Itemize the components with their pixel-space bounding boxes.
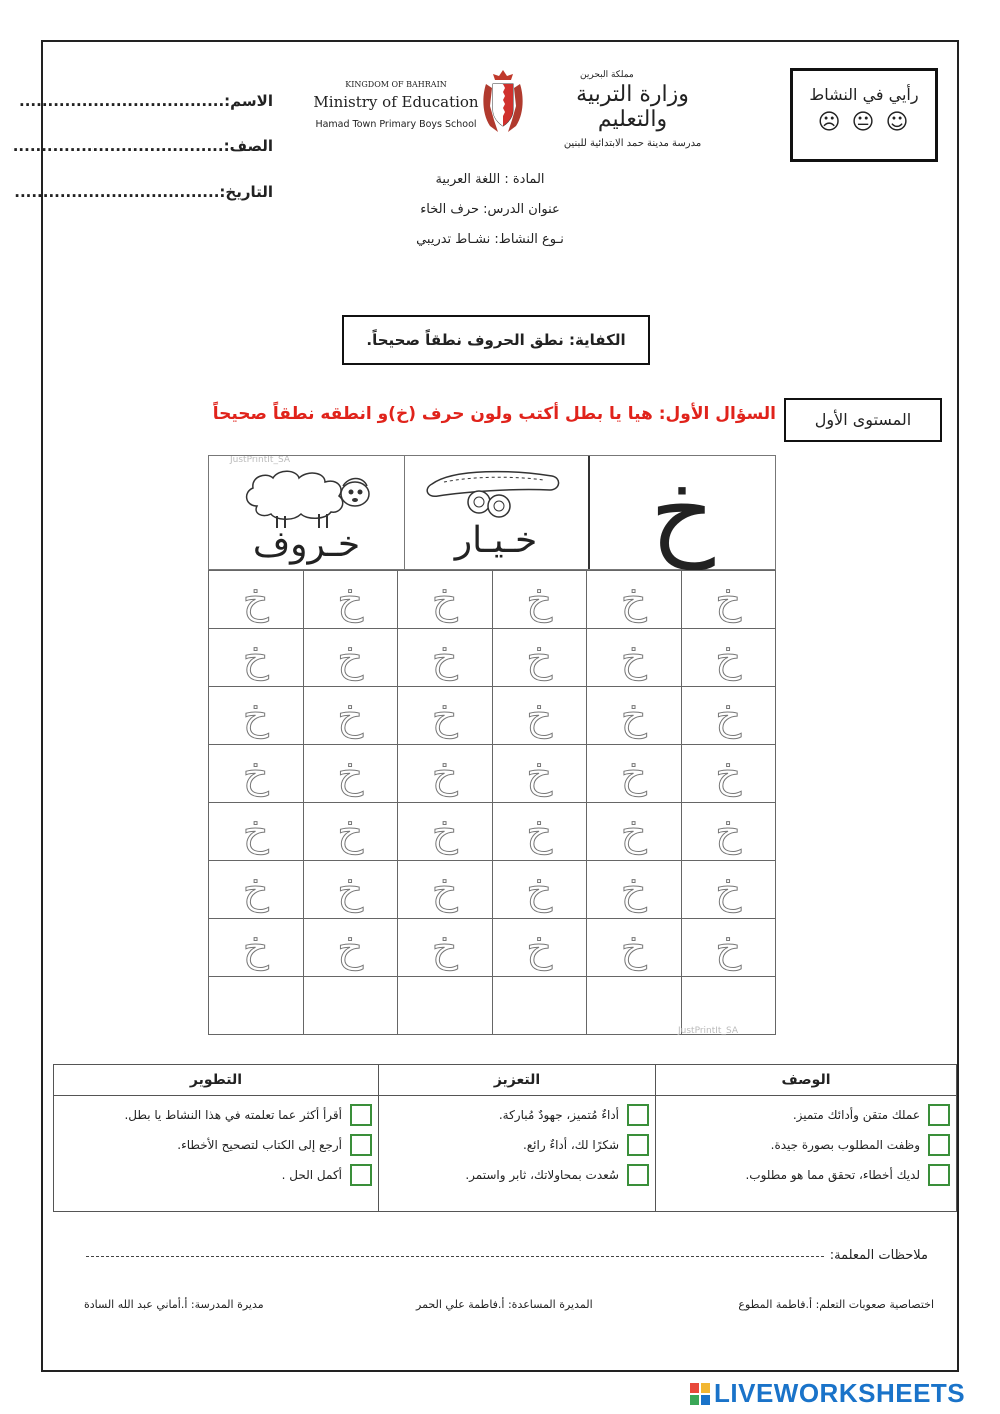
trace-letter: خ [431, 808, 458, 855]
picture-row [208, 455, 776, 570]
lesson-line: عنوان الدرس: حرف الخاء [420, 202, 560, 217]
reinforcement-item-2 [385, 1130, 649, 1160]
reinforcement-item-1 [385, 1100, 649, 1130]
school-ar: مدرسة مدينة حمد الابتدائية للبنين [563, 138, 702, 149]
trace-letter: خ [242, 692, 269, 739]
ministry-en: Ministry of Education [313, 93, 479, 111]
description-item-1 [662, 1100, 950, 1130]
trace-letter: خ [242, 634, 269, 681]
trace-letter: خ [620, 750, 647, 797]
checkbox[interactable] [350, 1134, 372, 1156]
grid-row [209, 861, 776, 919]
reinforcement-text: سُعدت بمحاولاتك، ثابر واستمر. [465, 1168, 619, 1182]
sheep-icon [237, 466, 377, 531]
trace-cell[interactable] [587, 745, 682, 803]
development-col [54, 1096, 379, 1212]
trace-letter: خ [431, 576, 458, 623]
trace-cell[interactable] [209, 629, 304, 687]
development-item-1 [60, 1100, 372, 1130]
trace-cell[interactable] [398, 977, 493, 1035]
grid-row [209, 629, 776, 687]
trace-letter: خ [526, 634, 553, 681]
cucumber-cell [404, 456, 590, 569]
cucumber-icon [424, 466, 564, 521]
checkbox[interactable] [350, 1104, 372, 1126]
trace-letter: خ [715, 866, 742, 913]
trace-cell[interactable] [492, 571, 587, 629]
trace-letter: خ [242, 808, 269, 855]
header-description: الوصف [656, 1065, 957, 1096]
trace-cell[interactable] [209, 977, 304, 1035]
trace-cell[interactable] [492, 861, 587, 919]
trace-cell[interactable] [398, 919, 493, 977]
trace-cell[interactable] [587, 919, 682, 977]
development-text: أكمل الحل . [281, 1168, 342, 1182]
trace-cell[interactable] [681, 687, 776, 745]
trace-cell[interactable] [681, 919, 776, 977]
trace-cell[interactable] [398, 571, 493, 629]
reinforcement-col [379, 1096, 656, 1212]
trace-letter: خ [526, 692, 553, 739]
trace-letter: خ [620, 634, 647, 681]
trace-letter: خ [715, 808, 742, 855]
specialist-sign: اختصاصية صعوبات التعلم: أ.فاطمة المطوع [738, 1298, 934, 1311]
trace-cell[interactable] [587, 977, 682, 1035]
header-reinforcement: التعزيز [379, 1065, 656, 1096]
trace-cell[interactable] [681, 745, 776, 803]
trace-cell[interactable] [398, 861, 493, 919]
trace-letter: خ [526, 808, 553, 855]
checkbox[interactable] [928, 1104, 950, 1126]
header-development: التطوير [54, 1065, 379, 1096]
class-label: الصف: [223, 137, 273, 155]
trace-letter: خ [620, 576, 647, 623]
date-label: التاريخ: [219, 183, 273, 201]
notes-label: ملاحظات المعلمة: [829, 1248, 928, 1263]
trace-cell[interactable] [492, 629, 587, 687]
ministry-ar-block [540, 70, 725, 149]
description-item-2 [662, 1130, 950, 1160]
checkbox[interactable] [627, 1134, 649, 1156]
sheep-cell [209, 456, 405, 569]
development-text: أقرأ أكثر عما تعلمته في هذا النشاط يا بطل. [124, 1108, 342, 1122]
watermark-bottom: JustPrintIt_SA [678, 1026, 738, 1036]
trace-cell[interactable] [398, 745, 493, 803]
activity-line: نـوع النشاط: نشـاط تدريبي [416, 232, 564, 247]
tracing-grid [208, 570, 776, 1035]
checkbox[interactable] [627, 1164, 649, 1186]
grid-row [209, 687, 776, 745]
trace-cell[interactable] [492, 803, 587, 861]
brand-text: LIVEWORKSHEETS [714, 1378, 966, 1408]
reinforcement-text: أداءٌ مُتميز، جهودٌ مُباركة. [498, 1108, 619, 1122]
trace-cell[interactable] [209, 687, 304, 745]
kingdom-en: KINGDOM OF BAHRAIN [345, 80, 447, 89]
description-text: وظفت المطلوب بصورة جيدة. [770, 1138, 920, 1152]
trace-letter: خ [242, 576, 269, 623]
trace-letter: خ [242, 924, 269, 971]
trace-letter: خ [715, 576, 742, 623]
trace-cell[interactable] [398, 687, 493, 745]
checkbox[interactable] [627, 1104, 649, 1126]
trace-cell[interactable] [587, 687, 682, 745]
trace-letter: خ [431, 866, 458, 913]
description-col [656, 1096, 957, 1212]
trace-cell[interactable] [681, 803, 776, 861]
opinion-title: رأيي في النشاط [809, 85, 919, 104]
trace-cell[interactable] [303, 977, 398, 1035]
description-text: عملك متقن وأدائك متميز. [792, 1108, 920, 1122]
trace-cell[interactable] [492, 745, 587, 803]
trace-letter: خ [526, 924, 553, 971]
trace-cell[interactable] [681, 629, 776, 687]
grid-row [209, 803, 776, 861]
trace-letter: خ [715, 692, 742, 739]
watermark-top: JustPrintIt_SA [230, 455, 290, 465]
name-dots: .................................... [19, 92, 225, 110]
trace-letter: خ [431, 750, 458, 797]
trace-cell[interactable] [587, 629, 682, 687]
development-item-3 [60, 1160, 372, 1190]
trace-letter: خ [431, 924, 458, 971]
word-cucumber: خـيـار [454, 520, 538, 561]
trace-cell[interactable] [303, 745, 398, 803]
faces-icon[interactable]: ☹ 😐 ☺ [817, 110, 911, 135]
trace-letter: خ [620, 808, 647, 855]
trace-letter: خ [337, 634, 364, 681]
subject-line: المادة : اللغة العربية [435, 172, 545, 187]
trace-letter: خ [337, 750, 364, 797]
name-label: الاسم: [224, 92, 273, 110]
competency-box: الكفاية: نطق الحروف نطقاً صحيحاً. [342, 315, 650, 365]
trace-cell[interactable] [209, 919, 304, 977]
trace-cell[interactable] [303, 861, 398, 919]
word-sheep: خـروف [252, 524, 361, 565]
trace-cell[interactable] [209, 745, 304, 803]
trace-cell[interactable] [303, 629, 398, 687]
ministry-ar: وزارة التربية والتعليم [576, 82, 689, 132]
reinforcement-item-3 [385, 1160, 649, 1190]
trace-cell[interactable] [303, 571, 398, 629]
question-text: السؤال الأول: هيا يا بطل أكتب ولون حرف (خ)و انطقه نطقاً صحيحاً [212, 404, 776, 424]
reinforcement-text: شكرًا لك، أداءٌ رائع. [522, 1138, 619, 1152]
liveworksheets-logo[interactable] [690, 1378, 965, 1409]
trace-letter: خ [715, 634, 742, 681]
grid-row [209, 919, 776, 977]
trace-letter: خ [715, 924, 742, 971]
assistant-sign: المديرة المساعدة: أ.فاطمة علي الحمر [416, 1298, 593, 1311]
class-field[interactable] [12, 137, 273, 155]
date-field[interactable] [14, 183, 273, 201]
description-item-3 [662, 1160, 950, 1190]
development-item-2 [60, 1130, 372, 1160]
trace-letter: خ [337, 866, 364, 913]
evaluation-table [53, 1064, 957, 1212]
trace-letter: خ [337, 692, 364, 739]
trace-cell[interactable] [398, 629, 493, 687]
trace-cell[interactable] [303, 919, 398, 977]
letter-cell [590, 453, 775, 570]
checkbox[interactable] [928, 1134, 950, 1156]
trace-cell[interactable] [492, 919, 587, 977]
trace-cell[interactable] [587, 803, 682, 861]
trace-letter: خ [337, 808, 364, 855]
trace-cell[interactable] [209, 803, 304, 861]
trace-letter: خ [715, 750, 742, 797]
trace-letter: خ [431, 692, 458, 739]
trace-cell[interactable] [492, 687, 587, 745]
liveworksheets-icon [690, 1383, 710, 1405]
trace-cell[interactable] [492, 977, 587, 1035]
notes-line[interactable] [86, 1256, 824, 1257]
trace-cell[interactable] [681, 861, 776, 919]
grid-row [209, 745, 776, 803]
bahrain-emblem-icon [480, 66, 526, 136]
checkbox[interactable] [350, 1164, 372, 1186]
trace-letter: خ [431, 634, 458, 681]
principal-sign: مديرة المدرسة: أ.أماني عبد الله السادة [84, 1298, 264, 1311]
trace-letter: خ [620, 866, 647, 913]
name-field[interactable] [19, 92, 273, 110]
trace-letter: خ [337, 924, 364, 971]
trace-letter: خ [620, 692, 647, 739]
trace-cell[interactable] [681, 571, 776, 629]
kingdom-ar: مملكة البحرين [580, 70, 634, 80]
date-dots: .................................... [14, 183, 220, 201]
grid-row [209, 571, 776, 629]
opinion-box [790, 68, 938, 162]
trace-cell[interactable] [587, 861, 682, 919]
trace-cell[interactable] [398, 803, 493, 861]
class-dots: ..................................... [12, 137, 224, 155]
ministry-en-block [312, 80, 480, 130]
development-text: أرجع إلى الكتاب لتصحيح الأخطاء. [177, 1138, 342, 1152]
trace-letter: خ [526, 576, 553, 623]
trace-cell[interactable] [209, 571, 304, 629]
trace-letter: خ [526, 750, 553, 797]
description-text: لديك أخطاء، تحقق مما هو مطلوب. [745, 1168, 920, 1182]
trace-letter: خ [242, 866, 269, 913]
trace-letter: خ [620, 924, 647, 971]
trace-cell[interactable] [209, 861, 304, 919]
trace-letter: خ [526, 866, 553, 913]
trace-cell[interactable] [303, 803, 398, 861]
trace-cell[interactable] [587, 571, 682, 629]
school-en: Hamad Town Primary Boys School [315, 119, 477, 130]
trace-cell[interactable] [303, 687, 398, 745]
trace-letter: خ [242, 750, 269, 797]
level-box: المستوى الأول [784, 398, 942, 442]
checkbox[interactable] [928, 1164, 950, 1186]
big-letter: خ [650, 453, 715, 570]
trace-letter: خ [337, 576, 364, 623]
